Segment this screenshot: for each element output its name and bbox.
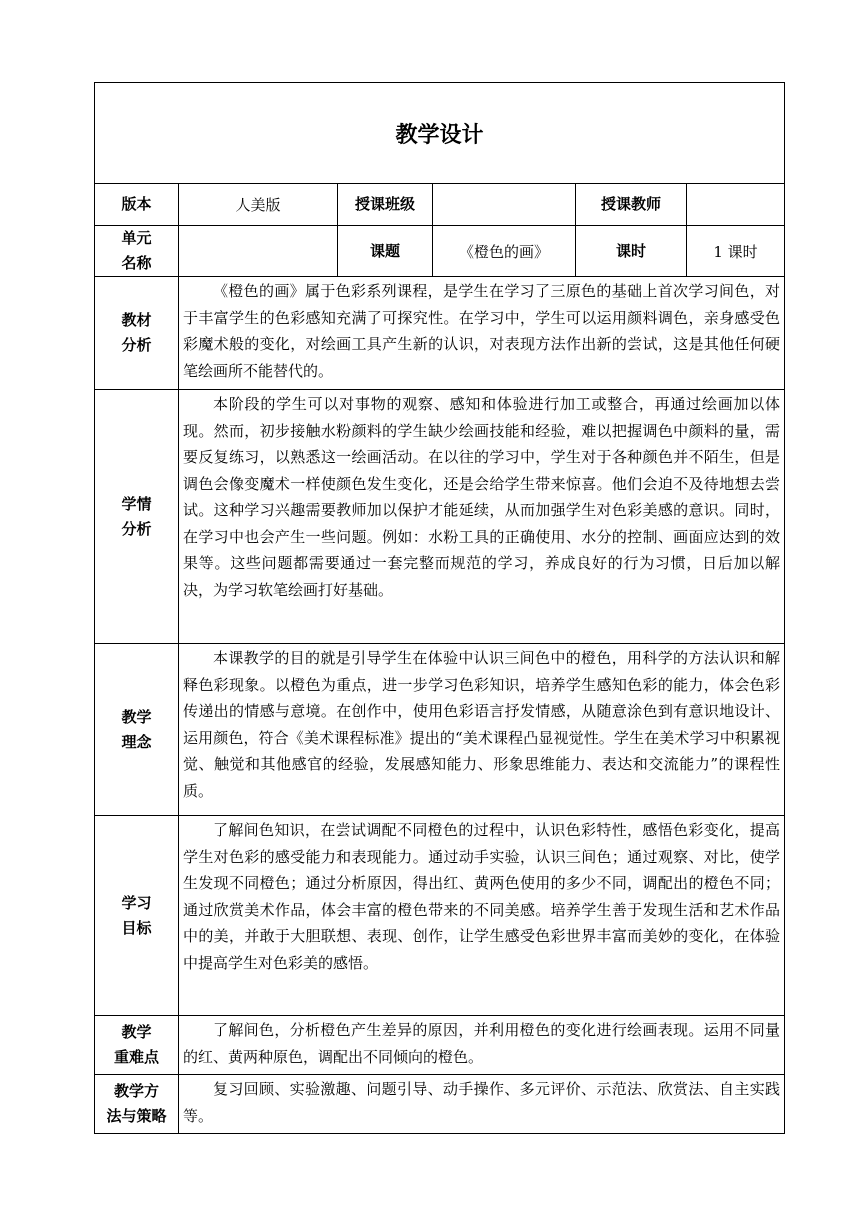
topic-label: 课题 [338,226,433,277]
unit-name-label-line1: 单元 [121,229,152,247]
edition-label: 版本 [95,184,179,226]
class-value [433,184,576,226]
section-text: 复习回顾、实验激趣、问题引导、动手操作、多元评价、示范法、欣赏法、自主实践等。 [179,1075,785,1134]
teacher-label: 授课教师 [576,184,687,226]
section-text: 《橙色的画》属于色彩系列课程，是学生在学习了三原色的基础上首次学习间色，对于丰富学生的色彩感知充满了可探究性。在学习中，学生可以运用颜料调色，亲身感受色彩魔术般的变化，对绘画工具产生新的认识，对表现方法作出新的尝试，这是其他任何硬笔绘画所不能替代的。 [179,277,785,390]
unit-name-label [95,226,179,277]
document-title: 教学设计 [95,83,785,184]
section-label-line1: 学情 [121,494,152,513]
section-label [95,390,179,644]
section-label-line1: 教学方 [113,1082,159,1100]
section-text: 了解间色知识，在尝试调配不同橙色的过程中，认识色彩特性，感悟色彩变化，提高学生对色彩的感受能力和表现能力。通过动手实验，认识三间色；通过观察、对比，使学生发现不同橙色；通过分析原因，得出红、黄两色使用的多少不同，调配出的橙色不同；通过欣赏美术作品，体会丰富的橙色带来的不同美感。培养学生善于发现生活和艺术作品中的美，并敢于大胆联想、表现、创作，让学生感受色彩世界丰富而美妙的变化，在体验中提高学生对色彩美的感悟。 [179,816,785,1016]
section-label-line2: 理念 [121,732,152,751]
teacher-value [687,184,785,226]
section-text: 本课教学的目的就是引导学生在体验中认识三间色中的橙色，用科学的方法认识和解释色彩现象。以橙色为重点，进一步学习色彩知识，培养学生感知色彩的能力，体会色彩传递出的情感与意境。在创作中，使用色彩语言抒发情感，从随意涂色到有意识地设计、运用颜色，符合《美术课程标准》提出的“美术课程凸显视觉性。学生在美术学习中积累视觉、触觉和其他感官的经验，发展感知能力、形象思维能力、表达和交流能力”的课程性质。 [179,644,785,816]
section-label-line1: 教学 [121,707,152,726]
section-row-learning-goals [95,816,785,1016]
section-label [95,1075,179,1134]
edition-value: 人美版 [179,184,338,226]
unit-name-value [179,226,338,277]
section-row-teaching-concept [95,644,785,816]
section-text: 本阶段的学生可以对事物的观察、感知和体验进行加工或整合，再通过绘画加以体现。然而，初步接触水粉颜料的学生缺少绘画技能和经验，难以把握调色中颜料的量，需要反复练习，以熟悉这一绘画活动。在以往的学习中，学生对于各种颜色并不陌生，但是调色会像变魔术一样使颜色发生变化，还是会给学生带来惊喜。他们会迫不及待地想去尝试。这种学习兴趣需要教师加以保护才能延续，从而加强学生对色彩美感的意识。同时，在学习中也会产生一些问题。例如：水粉工具的正确使用、水分的控制、画面应达到的效果等。这些问题都需要通过一套完整而规范的学习，养成良好的行为习惯，日后加以解决，为学习软笔绘画打好基础。 [179,390,785,644]
section-label [95,1016,179,1075]
section-row-key-points [95,1016,785,1075]
section-label-line2: 分析 [121,336,152,354]
section-label [95,816,179,1016]
lesson-plan-table [94,82,785,1134]
section-row-methods [95,1075,785,1134]
hours-label: 课时 [576,226,687,277]
section-row-student-analysis [95,390,785,644]
section-label [95,644,179,816]
topic-value: 《橙色的画》 [433,226,576,277]
section-label [95,277,179,390]
section-label-line1: 教学 [121,1023,152,1041]
section-label-line2: 分析 [121,519,152,538]
section-label-line2: 法与策略 [106,1107,167,1125]
section-text: 了解间色，分析橙色产生差异的原因，并利用橙色的变化进行绘画表现。运用不同量的红、黄两种原色，调配出不同倾向的橙色。 [179,1016,785,1075]
class-label: 授课班级 [338,184,433,226]
section-label-line2: 目标 [121,918,152,937]
hours-value: 1 课时 [687,226,785,277]
section-label-line1: 教材 [121,311,152,329]
section-label-line1: 学习 [121,893,152,912]
section-row-material-analysis [95,277,785,390]
unit-name-label-line2: 名称 [121,254,152,272]
section-label-line2: 重难点 [113,1048,159,1066]
